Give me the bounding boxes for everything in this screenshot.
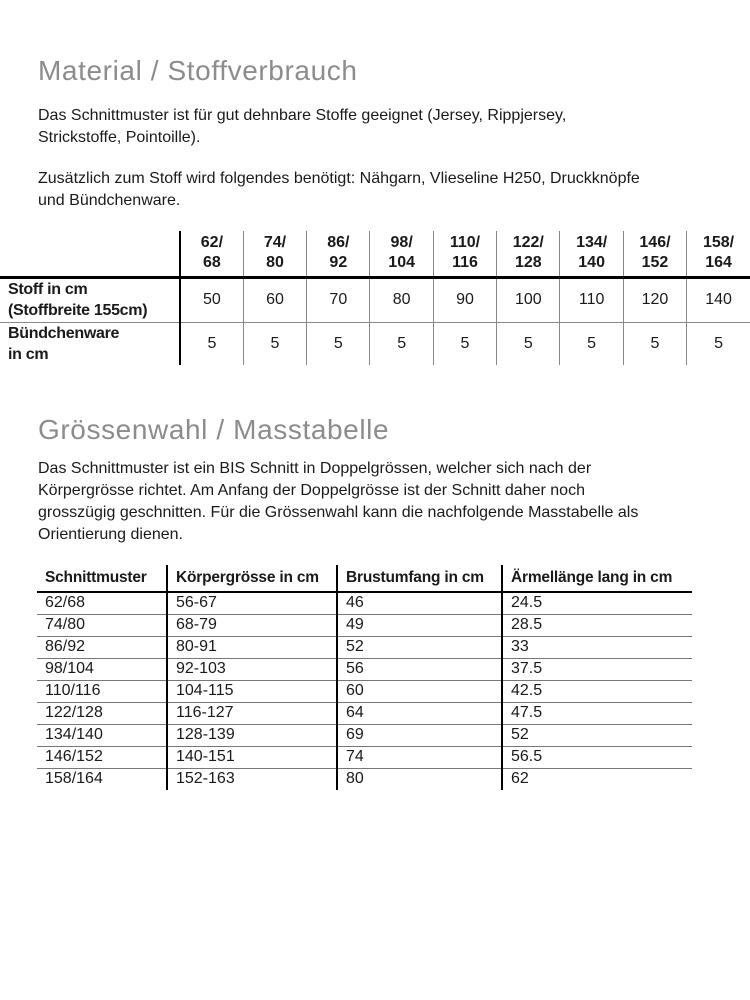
table-cell: 122/128 <box>37 702 167 724</box>
text-line: grosszügig geschnitten. Für die Grössenwahl kann die nachfolgende Masstabelle als <box>38 504 639 521</box>
value-cell: 80 <box>370 277 433 322</box>
table-cell: 104-115 <box>167 680 337 702</box>
value-cell: 5 <box>370 322 433 365</box>
table-cell: 64 <box>337 702 502 724</box>
text-line: Körpergrösse richtet. Am Anfang der Doppelgrösse ist der Schnitt daher noch <box>38 482 585 499</box>
table-row <box>37 636 692 658</box>
size-header-cell: 62/ 68 <box>180 231 243 277</box>
table-row <box>37 724 692 746</box>
row-label-cell: Bündchenware in cm <box>0 322 180 365</box>
table-row <box>37 702 692 724</box>
value-cell: 5 <box>180 322 243 365</box>
value-cell: 5 <box>243 322 306 365</box>
size-header-cell: 122/ 128 <box>497 231 560 277</box>
text-line: Zusätzlich zum Stoff wird folgendes benötigt: Nähgarn, Vlieseline H250, Druckknöpfe <box>38 170 640 187</box>
text-line: Strickstoffe, Pointoille). <box>38 129 201 146</box>
table-cell: 74 <box>337 746 502 768</box>
value-cell: 5 <box>623 322 686 365</box>
table-cell: 42.5 <box>502 680 692 702</box>
value-cell: 100 <box>497 277 560 322</box>
table-cell: 152-163 <box>167 768 337 790</box>
size-header-cell: 98/ 104 <box>370 231 433 277</box>
paragraph-fabric-suitability <box>38 105 566 149</box>
value-cell: 60 <box>243 277 306 322</box>
size-header-cell: 110/ 116 <box>433 231 496 277</box>
section-heading-sizing: Grössenwahl / Masstabelle <box>38 414 390 445</box>
table-cell: 37.5 <box>502 658 692 680</box>
table-cell: 128-139 <box>167 724 337 746</box>
table-cell: 140-151 <box>167 746 337 768</box>
table-row <box>37 614 692 636</box>
table-row <box>37 680 692 702</box>
table-cell: 116-127 <box>167 702 337 724</box>
paragraph-size-selection <box>38 458 638 546</box>
table-row <box>37 768 692 790</box>
fabric-requirements-table <box>0 231 750 365</box>
table-cell: 134/140 <box>37 724 167 746</box>
text-line: Das Schnittmuster ist ein BIS Schnitt in Doppelgrössen, welcher sich nach der <box>38 460 592 477</box>
fabric-table-header-row <box>0 231 750 277</box>
table-cell: 52 <box>337 636 502 658</box>
table-cell: 158/164 <box>45 770 103 788</box>
table-row <box>37 592 692 614</box>
table-cell: 146/152 <box>37 746 167 768</box>
table-cell: 62 <box>502 768 692 790</box>
text-line: Das Schnittmuster ist für gut dehnbare Stoffe geeignet (Jersey, Rippjersey, <box>38 107 567 124</box>
table-cell: 56 <box>337 658 502 680</box>
table-cell: 80 <box>337 768 502 790</box>
value-cell: 5 <box>560 322 623 365</box>
table-cell: 49 <box>337 614 502 636</box>
value-cell: 90 <box>433 277 496 322</box>
value-cell: 5 <box>687 322 750 365</box>
size-chart-header-row <box>37 565 692 592</box>
table-cell: 74/80 <box>37 614 167 636</box>
text-line: und Bündchenware. <box>38 192 181 209</box>
table-row-cuff <box>0 322 750 365</box>
size-header-cell: 146/ 152 <box>623 231 686 277</box>
value-cell: 5 <box>307 322 370 365</box>
value-cell: 5 <box>433 322 496 365</box>
value-cell: 110 <box>560 277 623 322</box>
table-cell: 86/92 <box>37 636 167 658</box>
value-cell: 120 <box>623 277 686 322</box>
table-cell: 110/116 <box>37 680 167 702</box>
size-header-cell: 158/ 164 <box>687 231 750 277</box>
table-cell: 62/68 <box>37 592 167 614</box>
table-header-cell: Körpergrösse in cm <box>167 565 337 592</box>
table-row-fabric <box>0 277 750 322</box>
table-cell: 68-79 <box>167 614 337 636</box>
table-cell: 52 <box>502 724 692 746</box>
table-cell: 46 <box>337 592 502 614</box>
empty-corner-cell <box>0 231 180 277</box>
table-cell: 47.5 <box>502 702 692 724</box>
table-row <box>37 746 692 768</box>
section-heading-material: Material / Stoffverbrauch <box>38 55 358 86</box>
row-label-cell: Stoff in cm (Stoffbreite 155cm) <box>0 277 180 322</box>
value-cell: 50 <box>180 277 243 322</box>
table-cell: 92-103 <box>167 658 337 680</box>
value-cell: 70 <box>307 277 370 322</box>
table-cell: 80-91 <box>167 636 337 658</box>
size-header-cell: 74/ 80 <box>243 231 306 277</box>
table-row <box>37 658 692 680</box>
table-cell: 56-67 <box>167 592 337 614</box>
table-cell: 24.5 <box>502 592 692 614</box>
text-line: Orientierung dienen. <box>38 526 183 543</box>
size-header-cell: 86/ 92 <box>307 231 370 277</box>
table-cell: 69 <box>337 724 502 746</box>
table-cell: 98/104 <box>37 658 167 680</box>
table-header-cell: Ärmellänge lang in cm <box>502 565 692 592</box>
table-header-cell: Schnittmuster <box>37 565 167 592</box>
size-chart-table <box>37 565 692 790</box>
table-cell: 33 <box>502 636 692 658</box>
table-cell: 60 <box>337 680 502 702</box>
value-cell: 140 <box>687 277 750 322</box>
table-cell: 56.5 <box>502 746 692 768</box>
table-header-cell: Brustumfang in cm <box>337 565 502 592</box>
table-cell: 28.5 <box>502 614 692 636</box>
size-header-cell: 134/ 140 <box>560 231 623 277</box>
value-cell: 5 <box>497 322 560 365</box>
paragraph-additional-materials <box>38 168 640 212</box>
